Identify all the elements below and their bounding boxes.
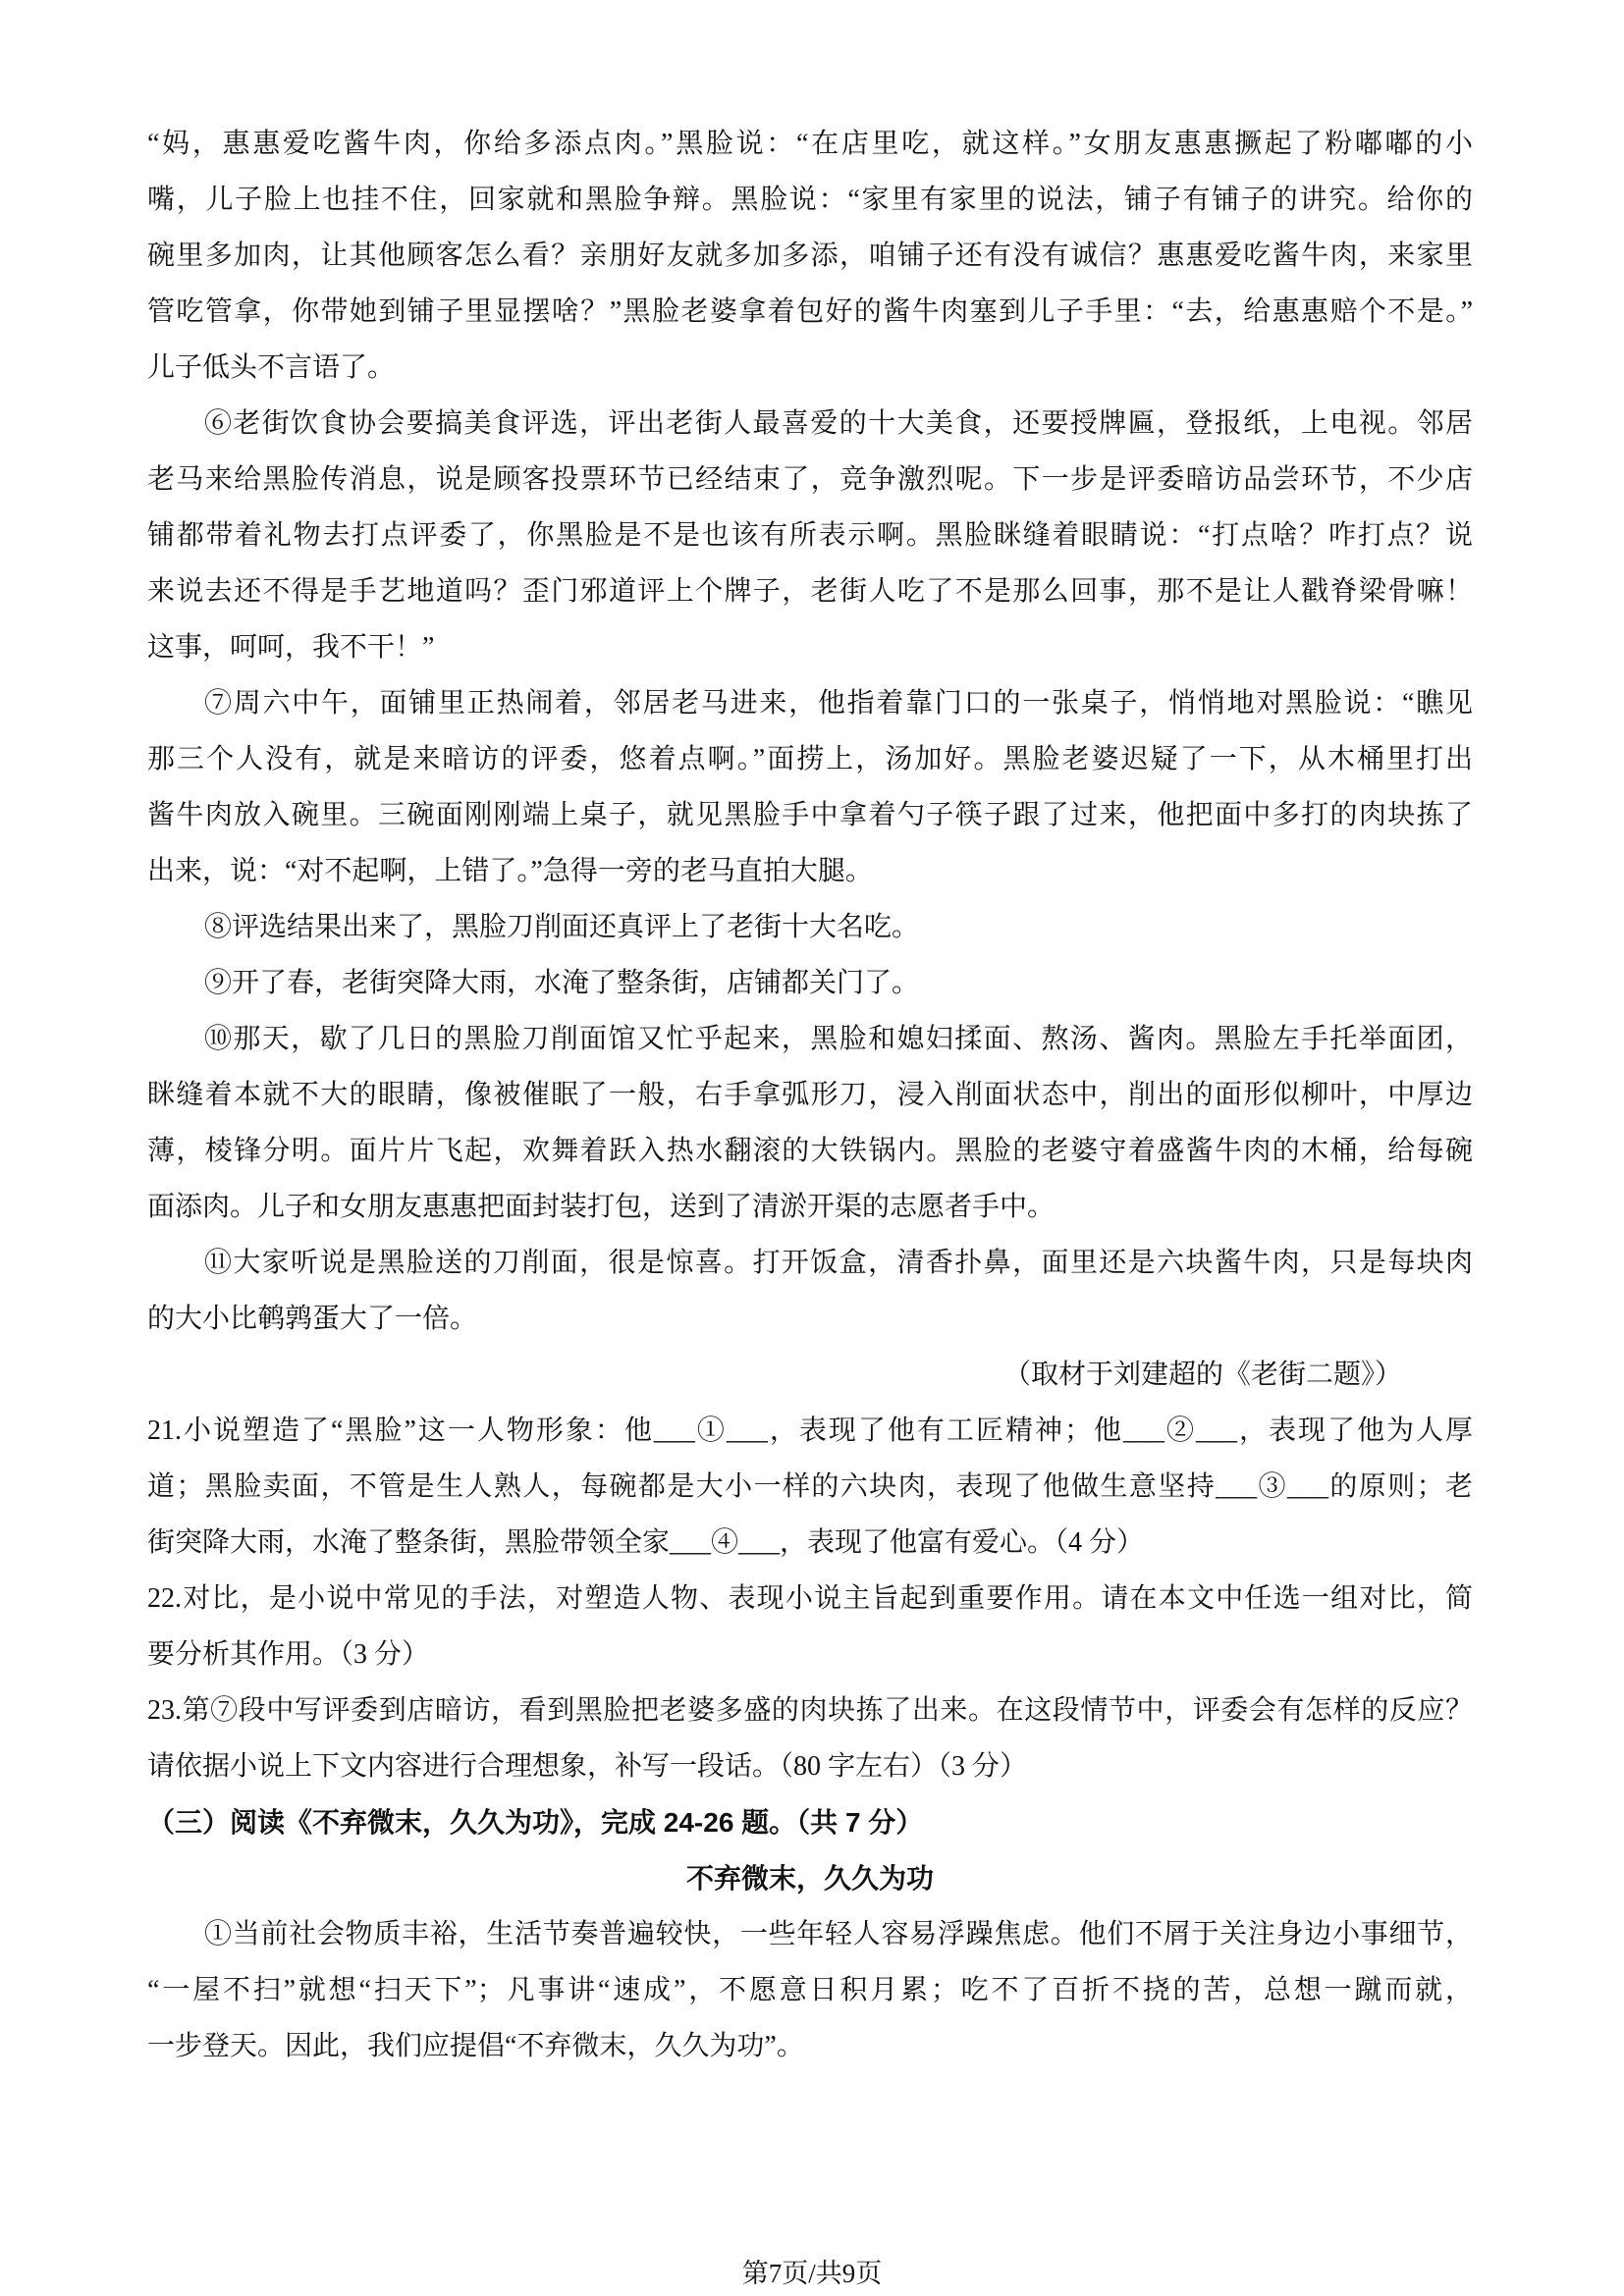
question-21-line: 21.小说塑造了“黑脸”这一人物形象：他___①___，表现了他有工匠精神；他___②___，表现了他为人厚 — [147, 1415, 1473, 1446]
body-line: 的大小比鹌鹑蛋大了一倍。 — [147, 1304, 478, 1334]
body-line: 眯缝着本就不大的眼睛，像被催眠了一般，右手拿弧形刀，浸入削面状态中，削出的面形似柳叶，中厚边 — [147, 1080, 1473, 1110]
paragraph-6-line: ⑥老街饮食协会要搞美食评选，评出老街人最喜爱的十大美食，还要授牌匾，登报纸，上电视。邻居 — [204, 408, 1473, 439]
question-22-line: 22.对比，是小说中常见的手法，对塑造人物、表现小说主旨起到重要作用。请在本文中任选一组对比，简 — [147, 1583, 1473, 1614]
source-attribution: （取材于刘建超的《老街二题》） — [1002, 1360, 1402, 1390]
essay-line: 一步登天。因此，我们应提倡“不弃微末，久久为功”。 — [147, 2031, 804, 2061]
essay-paragraph-1-line: ①当前社会物质丰裕，生活节奏普遍较快，一些年轻人容易浮躁焦虑。他们不屑于关注身边小事细节， — [204, 1919, 1473, 1949]
question-23-line: 23.第⑦段中写评委到店暗访，看到黑脸把老婆多盛的肉块拣了出来。在这段情节中，评委会有怎样的反应？ — [147, 1695, 1473, 1726]
paragraph-9-line: ⑨开了春，老街突降大雨，水淹了整条街，店铺都关门了。 — [204, 968, 920, 998]
body-line: “妈，惠惠爱吃酱牛肉，你给多添点肉。”黑脸说：“在店里吃，就这样。”女朋友惠惠撅起了粉嘟嘟的小 — [147, 129, 1473, 159]
body-line: 老马来给黑脸传消息，说是顾客投票环节已经结束了，竞争激烈呢。下一步是评委暗访品尝环节，不少店 — [147, 464, 1473, 495]
paragraph-11-line: ⑪大家听说是黑脸送的刀削面，很是惊喜。打开饭盒，清香扑鼻，面里还是六块酱牛肉，只是每块肉 — [204, 1248, 1473, 1278]
body-line: 碗里多加肉，让其他顾客怎么看？亲朋好友就多加多添，咱铺子还有没有诚信？惠惠爱吃酱牛肉，来家里 — [147, 240, 1473, 271]
body-line: 这事，呵呵，我不干！” — [147, 632, 435, 663]
question-21-line: 街突降大雨，水淹了整条街，黑脸带领全家___④___，表现了他富有爱心。（4 分） — [147, 1527, 1145, 1558]
body-line: 那三个人没有，就是来暗访的评委，悠着点啊。”面捞上，汤加好。黑脸老婆迟疑了一下，从木桶里打出 — [147, 744, 1473, 774]
question-23-line: 请依据小说上下文内容进行合理想象，补写一段话。（80 字左右）（3 分） — [147, 1751, 1028, 1782]
question-21-line: 道；黑脸卖面，不管是生人熟人，每碗都是大小一样的六块肉，表现了他做生意坚持___③___的原则；老 — [147, 1471, 1473, 1502]
paragraph-7-line: ⑦周六中午，面铺里正热闹着，邻居老马进来，他指着靠门口的一张桌子，悄悄地对黑脸说：“瞧见 — [204, 688, 1473, 719]
body-line: 铺都带着礼物去打点评委了，你黑脸是不是也该有所表示啊。黑脸眯缝着眼睛说：“打点啥？咋打点？说 — [147, 520, 1473, 551]
body-line: 面添肉。儿子和女朋友惠惠把面封装打包，送到了清淤开渠的志愿者手中。 — [147, 1192, 1056, 1222]
essay-line: “一屋不扫”就想“扫天下”；凡事讲“速成”，不愿意日积月累；吃不了百折不挠的苦，总想一蹴而就， — [147, 1975, 1473, 2005]
text-block — [147, 116, 1473, 2074]
body-line: 出来，说：“对不起啊，上错了。”急得一旁的老马直拍大腿。 — [147, 856, 873, 886]
body-line: 嘴，儿子脸上也挂不住，回家就和黑脸争辩。黑脸说：“家里有家里的说法，铺子有铺子的讲究。给你的 — [147, 185, 1473, 215]
essay-title: 不弃微末，久久为功 — [685, 1863, 934, 1894]
paragraph-8-line: ⑧评选结果出来了，黑脸刀削面还真评上了老街十大名吃。 — [204, 912, 920, 942]
body-line: 酱牛肉放入碗里。三碗面刚刚端上桌子，就见黑脸手中拿着勺子筷子跟了过来，他把面中多打的肉块拣了 — [147, 800, 1473, 830]
question-22-line: 要分析其作用。（3 分） — [147, 1639, 430, 1670]
body-line: 管吃管拿，你带她到铺子里显摆啥？”黑脸老婆拿着包好的酱牛肉塞到儿子手里：“去，给惠惠赔个不是。” — [147, 296, 1473, 327]
paragraph-10-line: ⑩那天，歇了几日的黑脸刀削面馆又忙乎起来，黑脸和媳妇揉面、熬汤、酱肉。黑脸左手托举面团， — [204, 1024, 1473, 1054]
body-line: 来说去还不得是手艺地道吗？歪门邪道评上个牌子，老街人吃了不是那么回事，那不是让人戳脊梁骨嘛！ — [147, 576, 1473, 607]
page-number: 第7页/共9页 — [741, 2259, 883, 2288]
section-heading: （三）阅读《不弃微末，久久为功》，完成 24-26 题。（共 7 分） — [147, 1807, 924, 1838]
body-line: 薄，棱锋分明。面片片飞起，欢舞着跃入热水翻滚的大铁锅内。黑脸的老婆守着盛酱牛肉的木桶，给每碗 — [147, 1136, 1473, 1166]
body-line: 儿子低头不言语了。 — [147, 352, 396, 383]
